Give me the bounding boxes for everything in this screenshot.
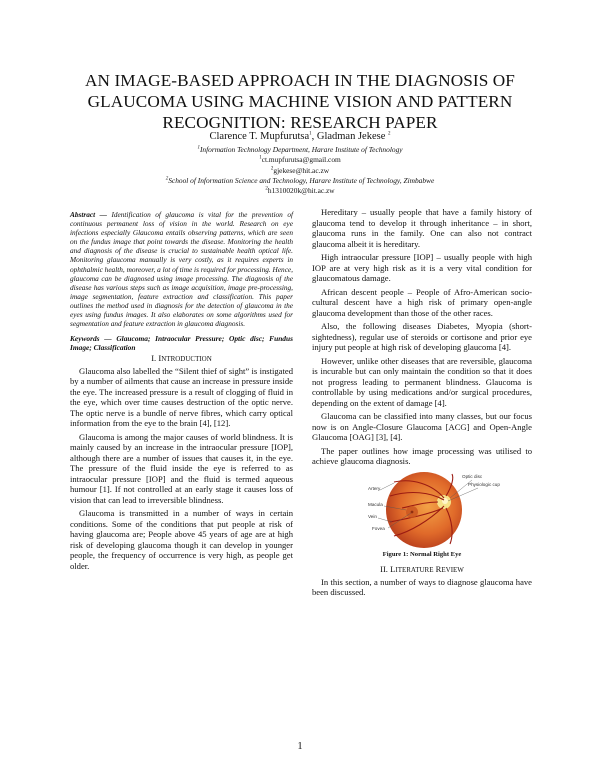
label-vein: Vein <box>368 513 377 519</box>
affiliation-2 <box>40 176 560 185</box>
label-fovea: Fovea <box>372 525 385 531</box>
section-2-rest: EVIEW <box>441 566 464 574</box>
author-list: Clarence T. Mupfurutsa$^1$, Gladman Jekese $^2$ <box>209 131 391 142</box>
affiliation-1-text: Information Technology Department, Harare Institute of Technology <box>199 145 403 154</box>
paper-title <box>40 70 560 133</box>
email-3-text: h1310020k@hit.ac.zw <box>267 186 335 195</box>
email-2 <box>40 166 560 175</box>
section-1-initial: I <box>158 353 162 364</box>
left-column <box>70 210 293 574</box>
section-1-rest: NTRODUCTION <box>161 355 212 364</box>
risk-paragraph-hereditary: Hereditary – usually people that have a family history of glaucoma tend to develop it through inheritance – in short, glaucoma runs in the family. One can also not contract glaucoma albeit it is hereditary. <box>312 207 532 249</box>
abstract <box>70 210 293 328</box>
fundus-image <box>312 470 532 550</box>
right-column <box>312 207 532 601</box>
email-1-sup: 1 <box>259 155 262 161</box>
section-2-initial: L <box>390 564 396 574</box>
intro-paragraph-2: Glaucoma is among the major causes of world blindness. It is mainly caused by an increase in the intraocular pressure [IOP], although there are a number of issues that causes it, in the eye. The pressure of the fluid inside the eye is referred to as intraocular pressure [IOP] and the fluid is termed aqueous humour [1]. If not controlled at an early stage it causes loss of vision that can lead to irreversible blindness. <box>70 431 293 505</box>
risk-paragraph-diseases: Also, the following diseases Diabetes, Myopia (short-sightedness), regular use of steroids or cortisone and prior eye injury put people at high risk of developing glaucoma [4]. <box>312 321 532 352</box>
section-heading-introduction <box>70 353 293 365</box>
figure-normal-right-eye <box>312 470 532 550</box>
intro-paragraph-1: Glaucoma also labelled the “Silent thief of sight” is instigated by a number of ailments that cause an increase in pressure inside the eye. The increased pressure is a result of clogging of fluid in the eye, which over time causes destruction of the optic nerve. The optic nerve is a bundle of nerve fibres, which carry optical information from the eye to the brain [4], [12]. <box>70 365 293 429</box>
section-2-mid: ITERATURE <box>395 566 434 574</box>
label-optic-disc: Optic disc <box>462 473 483 479</box>
page-number: 1 <box>297 741 303 752</box>
title-line-1: AN IMAGE-BASED APPROACH IN THE DIAGNOSIS OF <box>85 71 515 90</box>
literature-paragraph-1: In this section, a number of ways to diagnose glaucoma have been discussed. <box>312 576 532 597</box>
section-2-initial-2: R <box>435 564 442 574</box>
email-1 <box>40 155 560 164</box>
section-2-number: II. <box>380 564 388 574</box>
label-macula: Macula <box>368 501 383 507</box>
author-1-sup: 1 <box>309 131 312 137</box>
affiliation-2-text: School of Information Science and Technology, Harare Institute of Technology, Zimbabwe <box>168 176 435 185</box>
risk-paragraph-iop: High intraocular pressure [IOP] – usually people with high IOP are at very high risk as it is a very vital condition for glaucomatous damage. <box>312 252 532 283</box>
classification-paragraph: Glaucoma can be classified into many classes, but our focus now is on Angle-Closure Glaucoma [ACG] and Open-Angle Glaucoma [OAG] [3], [4]. <box>312 411 532 442</box>
title-line-3: RECOGNITION: RESEARCH PAPER <box>162 113 438 132</box>
affiliation-1 <box>40 145 560 154</box>
fovea-shape <box>411 510 414 513</box>
email-1-text: ct.mupfurutsa@gmail.com <box>261 155 341 164</box>
affiliation-1-sup: 1 <box>197 145 200 151</box>
risk-paragraph-incurable: However, unlike other diseases that are reversible, glaucoma is incurable but can only maintain the condition so that it does not progress leading to permanent blindness. Glaucoma is controllable by using medications and/or surgical procedures, depending on the extent of damage [4]. <box>312 355 532 408</box>
email-3-sup: 2 <box>265 186 268 192</box>
email-2-sup: 2 <box>270 166 274 172</box>
abstract-label: Abstract — <box>70 210 107 219</box>
author-1: Clarence T. Mupfurutsa <box>209 131 310 142</box>
intro-paragraph-3: Glaucoma is transmitted in a number of ways in certain conditions. Some of the conditions that put people at risk of having glaucoma are; People above 45 years of age are at high risk of developing glaucoma though it can develop in younger people, the frequency of occurrence is very high, as people get older. <box>70 508 293 571</box>
title-line-2: GLAUCOMA USING MACHINE VISION AND PATTERN <box>87 92 513 111</box>
label-artery: Artery <box>368 485 381 491</box>
keywords: Keywords — Glaucoma; Intraocular Pressure; Optic disc; Fundus Image; Classification <box>70 334 293 353</box>
email-2-text: gjekese@hit.ac.zw <box>273 166 330 175</box>
risk-paragraph-african: African descent people – People of Afro-American socio-cultural descent have a high risk of primary open-angle glaucoma development than those of the other races. <box>312 286 532 318</box>
section-heading-literature-review <box>312 564 532 576</box>
affiliation-2-sup: 2 <box>165 176 169 182</box>
figure-caption: Figure 1: Normal Right Eye <box>382 550 462 558</box>
author-2: Gladman Jekese <box>316 131 386 142</box>
author-2-sup: 2 <box>388 131 391 137</box>
label-physiologic-cup: Physiologic cup <box>468 481 500 487</box>
abstract-text: Identification of glaucoma is vital for the prevention of continuous permanent loss of vision in the world. Research on eye infections especially Glaucoma entails observing patterns, which are seen on the fundus image that point towards the disease. Monitoring the health and diagnosis of the disease is crucial to sustainable health optical life. Monitoring glaucoma manually is very costly, as it requires experts in ophthalmic health, moreover, a lot of time is required for processing. Hence, glaucoma can be diagnosed using image processing. The diagnosis of the disease has various steps such as image acquisition, image pre-processing, image segmentation, feature extraction and classification. This paper outlines the method used in diagnosis for the detection of glaucoma in the eyes using fundus images. It also elaborates on some algorithms used for segmentation and feature extraction in glaucoma diagnosis. <box>70 210 293 329</box>
retina <box>386 472 462 548</box>
outline-paragraph: The paper outlines how image processing was utilised to achieve glaucoma diagnosis. <box>312 445 532 466</box>
email-3 <box>40 186 560 195</box>
section-1-number: I. <box>151 353 157 364</box>
